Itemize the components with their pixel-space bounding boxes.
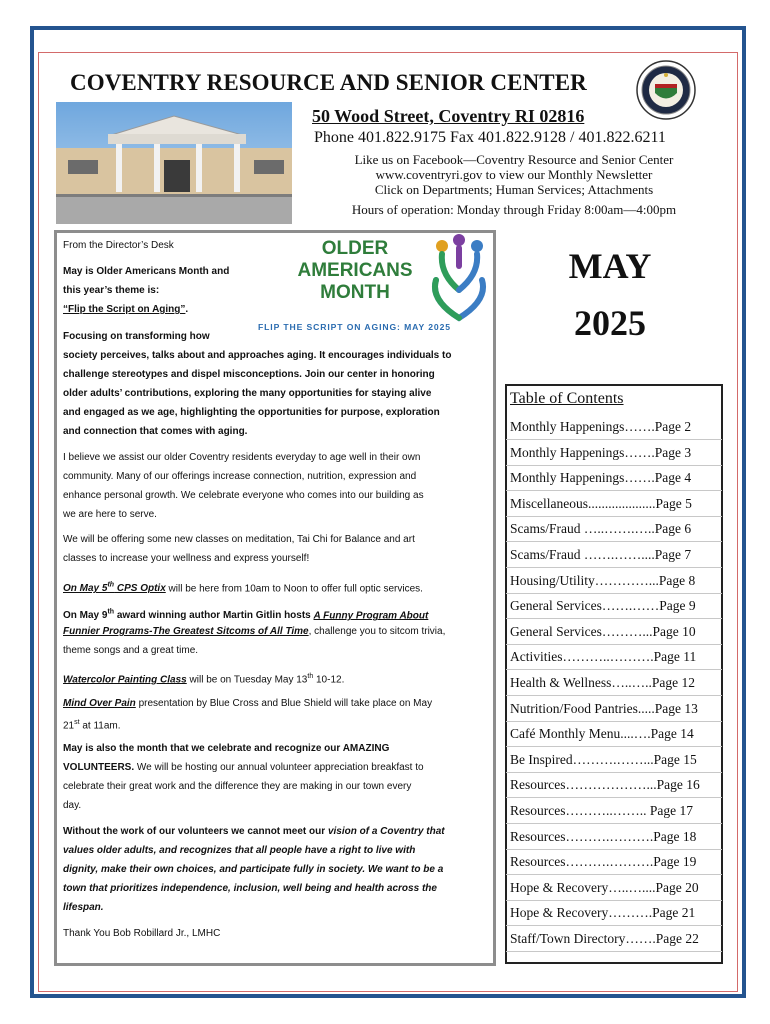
letter-vision-line-2: values older adults, and recognizes that all people have a right to live with: [63, 845, 416, 856]
toc-divider: [506, 695, 722, 696]
toc-item[interactable]: Hope & Recovery…..…....Page 20: [510, 879, 699, 895]
letter-focus-line-2: society perceives, talks about and approaches aging. It encourages individuals to: [63, 350, 452, 361]
toc-item[interactable]: Café Monthly Menu....….Page 14: [510, 726, 694, 742]
letter-classes-line-2: classes to increase your wellness and express yourself!: [63, 553, 310, 564]
letter-volunteers-line-4: day.: [63, 800, 82, 811]
toc-divider: [506, 669, 722, 670]
toc-item[interactable]: Resources……….……….Page 19: [510, 854, 697, 870]
letter-volunteers-line-2: VOLUNTEERS. We will be hosting our annual volunteer appreciation breakfast to: [63, 762, 424, 773]
letter-focus-line-6: and connection that comes with aging.: [63, 426, 248, 437]
letter-volunteers-line-1: May is also the month that we celebrate and recognize our AMAZING: [63, 743, 390, 754]
toc-item[interactable]: Scams/Fraud …..…….…..Page 6: [510, 521, 692, 537]
toc-item[interactable]: Monthly Happenings…….Page 2: [510, 419, 692, 434]
toc-divider: [506, 516, 722, 517]
letter-assist-line-2: community. Many of our offerings increase connection, nutrition, expression and: [63, 471, 417, 482]
toc-divider: [506, 439, 722, 440]
letter-gitlin-line-1: On May 9th award winning author Martin Gitlin hosts A Funny Program About: [63, 609, 429, 622]
toc-divider: [506, 772, 722, 773]
letter-focus-line-4: older adults’ contributions, exploring the many opportunities for staying alive: [63, 388, 432, 399]
toc-item[interactable]: Activities………..……….Page 11: [510, 649, 697, 665]
letter-theme-line-1: May is Older Americans Month and: [63, 266, 230, 277]
oam-heart-figures-icon: [428, 234, 490, 322]
hours-of-operation: Hours of operation: Monday through Friday 8:00am—4:00pm: [351, 202, 677, 217]
oam-line-3: MONTH: [320, 282, 390, 303]
website-line[interactable]: www.coventryri.gov to view our Monthly Newsletter: [375, 167, 653, 182]
toc-item[interactable]: Staff/Town Directory…….Page 22: [510, 931, 699, 946]
toc-divider: [506, 874, 722, 875]
toc-divider: [506, 823, 722, 824]
issue-year: 2025: [574, 303, 646, 343]
toc-divider: [506, 849, 722, 850]
letter-vision-line-1: Without the work of our volunteers we cannot meet our vision of a Coventry that: [63, 826, 445, 837]
toc-item[interactable]: Resources………………...Page 16: [510, 777, 700, 793]
letter-classes-line-1: We will be offering some new classes on meditation, Tai Chi for Balance and art: [63, 534, 415, 545]
toc-divider: [506, 644, 722, 645]
toc-divider: [506, 465, 722, 466]
toc-divider: [506, 951, 722, 952]
letter-mind-over-pain-line-1: Mind Over Pain presentation by Blue Cross and Blue Shield will take place on May: [63, 698, 433, 709]
letter-vision-line-5: lifespan.: [63, 902, 104, 913]
toc-item[interactable]: Be Inspired……….……...Page 15: [510, 751, 697, 767]
toc-item[interactable]: Monthly Happenings…….Page 3: [510, 444, 692, 460]
toc-item[interactable]: Resources……….……….Page 18: [510, 828, 697, 844]
oam-line-2: AMERICANS: [297, 260, 413, 281]
toc-item[interactable]: Health & Wellness…..…..Page 12: [510, 675, 696, 690]
oam-line-1: OLDER: [321, 238, 389, 259]
toc-divider: [506, 567, 722, 568]
letter-cps-optix: On May 5th CPS Optix will be here from 10am to Noon to offer full optic services.: [63, 582, 423, 595]
toc-divider: [506, 746, 722, 747]
letter-from: From the Director’s Desk: [63, 240, 174, 251]
toc-item[interactable]: General Services…….……Page 9: [510, 598, 696, 614]
letter-assist-line-3: enhance personal growth. We celebrate everyone who comes into our building as: [63, 490, 424, 501]
town-seal-icon: [636, 60, 696, 120]
toc-divider: [506, 618, 722, 619]
letter-focus-line-1: Focusing on transforming how: [63, 331, 210, 342]
page-title: COVENTRY RESOURCE AND SENIOR CENTER: [70, 70, 587, 95]
toc-item[interactable]: Nutrition/Food Pantries.....Page 13: [510, 700, 698, 716]
phone-fax: Phone 401.822.9175 Fax 401.822.9128 / 401.822.6211: [314, 129, 666, 146]
letter-watercolor: Watercolor Painting Class will be on Tuesday May 13th 10-12.: [63, 673, 345, 686]
toc-divider: [506, 593, 722, 594]
older-americans-month-logo: [256, 232, 492, 340]
letter-vision-line-4: town that prioritizes independence, inclusion, well being and health across the: [63, 883, 437, 894]
letter-volunteers-line-3: celebrate their great work and the difference they are making in our town every: [63, 781, 412, 792]
oam-tagline: FLIP THE SCRIPT ON AGING: MAY 2025: [258, 322, 451, 332]
toc-item[interactable]: Resources………..…….. Page 17: [510, 803, 693, 818]
toc-divider: [506, 900, 722, 901]
toc-divider: [506, 925, 722, 926]
letter-theme-line-2: this year’s theme is:: [63, 285, 160, 296]
toc-item[interactable]: General Services………...Page 10: [510, 623, 696, 639]
letter-signoff: Thank You Bob Robillard Jr., LMHC: [63, 928, 221, 939]
toc-item[interactable]: Scams/Fraud …….……....Page 7: [510, 547, 692, 562]
toc-divider: [506, 797, 722, 798]
address: 50 Wood Street, Coventry RI 02816: [312, 106, 585, 126]
senior-center-photo: [56, 102, 292, 224]
letter-focus-line-5: and engaged as we age, highlighting the opportunities for purpose, exploration: [63, 407, 440, 418]
letter-theme-name: “Flip the Script on Aging”.: [63, 304, 189, 315]
toc-divider: [506, 490, 722, 491]
letter-gitlin-line-3: theme songs and a great time.: [63, 645, 199, 656]
issue-month: MAY: [568, 246, 652, 286]
departments-line: Click on Departments; Human Services; Attachments: [374, 182, 654, 197]
toc-divider: [506, 541, 722, 542]
toc-title: Table of Contents: [510, 390, 624, 407]
toc-divider: [506, 721, 722, 722]
letter-mind-over-pain-line-2: 21st at 11am.: [63, 719, 121, 732]
facebook-line: Like us on Facebook—Coventry Resource and Senior Center: [354, 152, 674, 167]
letter-gitlin-line-2: Funnier Programs-The Greatest Sitcoms of All Time, challenge you to sitcom trivia,: [63, 626, 446, 637]
toc-item[interactable]: Housing/Utility…………...Page 8: [510, 572, 696, 588]
toc-item[interactable]: Monthly Happenings…….Page 4: [510, 470, 692, 486]
toc-item[interactable]: Miscellaneous....................Page 5: [510, 495, 692, 511]
letter-focus-line-3: challenge stereotypes and dispel misconceptions. Join our center in honoring: [63, 369, 435, 380]
letter-assist-line-1: I believe we assist our older Coventry residents everyday to age well in their own: [63, 452, 421, 463]
letter-assist-line-4: we are here to serve.: [63, 509, 157, 520]
letter-vision-line-3: dignity, make their own choices, and participate fully in society. We want to be a: [63, 864, 444, 875]
toc-item[interactable]: Hope & Recovery……….Page 21: [510, 905, 696, 921]
